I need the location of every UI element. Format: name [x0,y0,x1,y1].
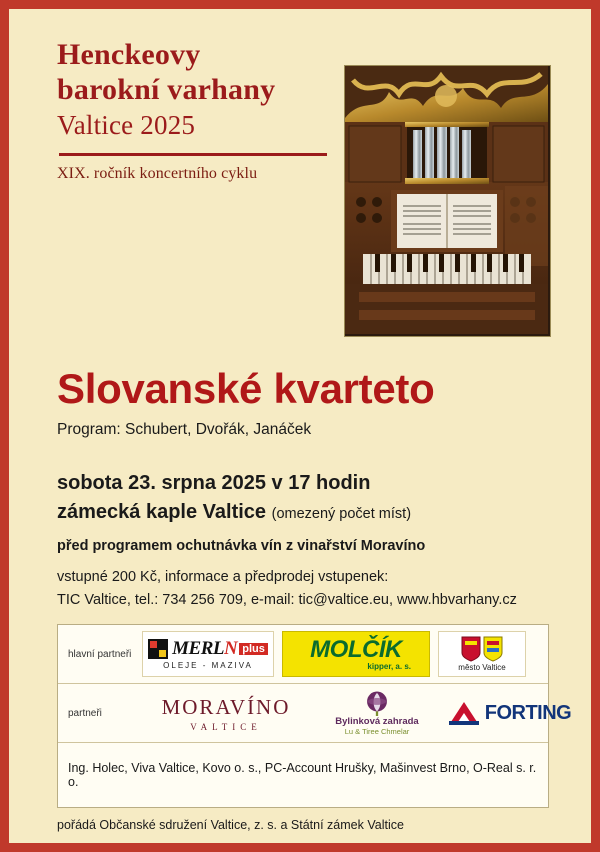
text-partners-list: Ing. Holec, Viva Valtice, Kovo o. s., PC-Account Hrušky, Mašinvest Brno, O-Real s. r. o. [68,761,537,790]
moravino-subtitle: VALTICE [190,721,262,732]
main-sponsors-label: hlavní partneři [68,648,132,660]
merlin-cube-icon [148,639,168,659]
wine-tasting-note: před programem ochutnávka vín z vinařství Moravíno [57,538,426,555]
poster-title-line-2: barokní varhany [57,73,276,107]
merlin-wordmark [172,638,237,660]
merlin-word-part2: N [224,638,238,660]
sponsors-panel [57,624,572,808]
molcik-logo [282,631,430,677]
event-place-text: zámecká kaple Valtice [57,501,267,524]
merlin-plus-logo-top [148,638,268,660]
bylinkova-zahrada-logo [318,690,436,736]
herb-garden-icon [358,690,396,716]
poster-inner [9,9,591,843]
poster-title-line-1: Henckeovy [57,38,201,71]
event-place [57,498,551,527]
merlin-word-part1: MERL [172,638,224,660]
mesto-valtice-logo [438,631,526,677]
event-date: sobota 23. srpna 2025 v 17 hodin [57,472,371,495]
forting-logo [444,690,574,736]
organ-photo-illustration [345,66,548,334]
moravino-logo [142,690,310,736]
forting-wordmark: FORTING [484,701,572,724]
mesto-valtice-label: město Valtice [458,663,506,673]
partners-label: partneři [68,707,102,719]
entry-fee: vstupné 200 Kč, informace a předprodej vstupenek: [57,569,389,586]
bylinkova-zahrada-subtitle: Lu & Tiree Chmelar [344,727,410,737]
organiser-line: pořádá Občanské sdružení Valtice, z. s. a Státní zámek Valtice [57,818,404,833]
partners-logos [142,690,574,736]
main-sponsors-logos [142,631,544,677]
poster-title-line-3: Valtice 2025 [57,109,196,140]
contact-line: TIC Valtice, tel.: 734 256 709, e-mail: tic@valtice.eu, www.hbvarhany.cz [57,592,517,609]
merlin-plus-badge: plus [239,643,268,655]
partners-row [58,684,572,743]
title-block [57,37,377,183]
bylinkova-zahrada-name: Bylinková zahrada [335,716,419,728]
merlin-subtitle: OLEJE - MAZIVA [163,661,253,671]
poster-header [57,37,551,327]
organ-photo [344,65,551,337]
moravino-wordmark: MORAVÍNO [161,694,291,719]
program-line: Program: Schubert, Dvořák, Janáček [57,421,312,439]
merlin-plus-logo [142,631,274,677]
main-sponsors-row [58,625,548,684]
title-divider [59,153,327,156]
ensemble-name: Slovanské kvarteto [57,365,435,412]
forting-mark-icon [447,699,481,727]
poster-subtitle: XIX. ročník koncertního cyklu [57,164,258,182]
molcik-subtitle: kipper, a. s. [367,661,411,671]
event-place-note: (omezený počet míst) [271,506,412,523]
coat-of-arms-icon [460,636,504,662]
molcik-wordmark: MOLČÍK [310,635,402,663]
text-partners-row [58,743,548,807]
